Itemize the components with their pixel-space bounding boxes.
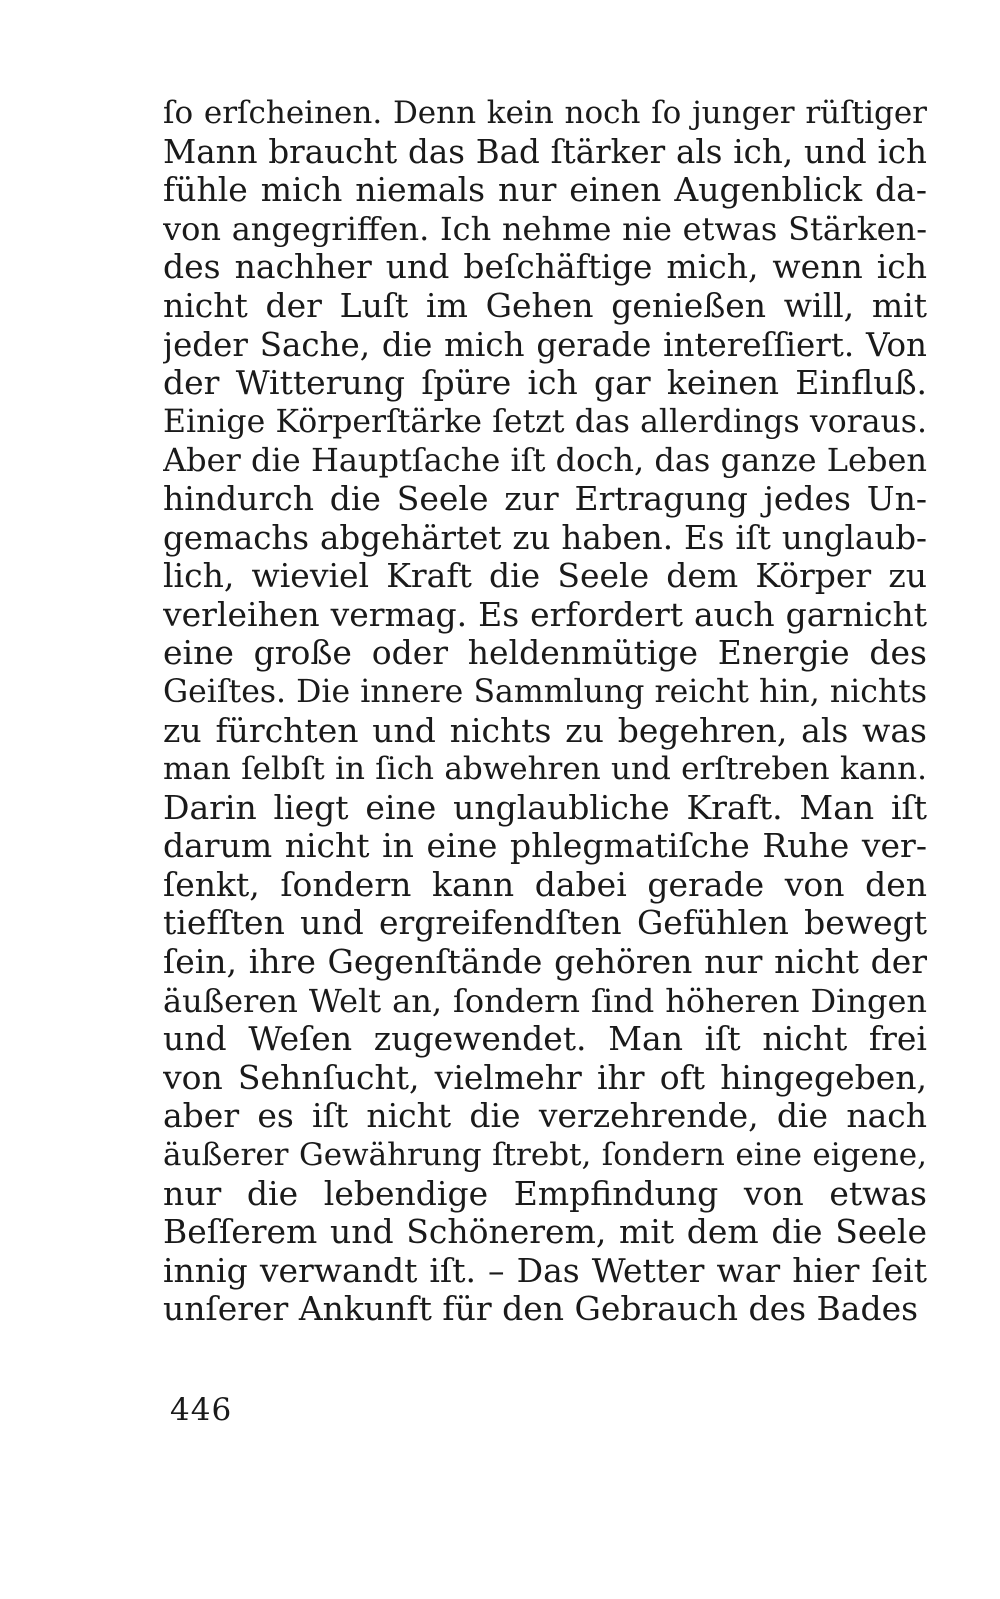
- page-number: 446: [170, 1392, 233, 1428]
- text-line: Darin liegt eine unglaubliche Kraft. Man iſt: [163, 788, 927, 827]
- text-line: lich, wieviel Kraft die Seele dem Körper zu: [163, 557, 927, 596]
- text-line: aber es iſt nicht die verzehrende, die nach: [163, 1097, 927, 1136]
- text-line: Mann braucht das Bad ſtärker als ich, und ich: [163, 132, 927, 171]
- text-line: tiefſten und ergreifendſten Gefühlen bewegt: [163, 904, 927, 943]
- text-line: verleihen vermag. Es erfordert auch garnicht: [163, 595, 927, 634]
- text-line: des nachher und beſchäftige mich, wenn ich: [163, 248, 927, 287]
- text-line: Geiſtes. Die innere Sammlung reicht hin, nichts: [163, 673, 927, 710]
- text-line: unſerer Ankunft für den Gebrauch des Bades: [163, 1290, 919, 1329]
- text-line: innig verwandt iſt. – Das Wetter war hier ſeit: [163, 1251, 927, 1290]
- text-line: Aber die Hauptſache iſt doch, das ganze Leben: [163, 441, 927, 480]
- text-line: von Sehnſucht, vielmehr ihr oft hingegeben,: [163, 1058, 927, 1097]
- text-line: nicht der Luſt im Gehen genießen will, mit: [163, 286, 927, 325]
- text-line: jeder Sache, die mich gerade intereſſiert. Von: [163, 325, 927, 364]
- text-line: von angegriffen. Ich nehme nie etwas Stärken-: [163, 209, 927, 248]
- text-line: man ſelbſt in ſich abwehren und erſtreben kann.: [163, 751, 927, 788]
- body-text: [163, 94, 927, 1329]
- text-line: darum nicht in eine phlegmatiſche Ruhe ver-: [163, 827, 927, 866]
- text-line: ſenkt, ſondern kann dabei gerade von den: [163, 865, 927, 904]
- text-line: ſein, ihre Gegenſtände gehören nur nicht der: [163, 943, 927, 982]
- text-line: hindurch die Seele zur Ertragung jedes Un-: [163, 479, 927, 518]
- text-line: eine große oder heldenmütige Energie des: [163, 634, 927, 673]
- text-line: fühle mich niemals nur einen Augenblick da-: [163, 171, 927, 210]
- text-line: zu fürchten und nichts zu begehren, als was: [163, 711, 927, 750]
- text-line: äußeren Welt an, ſondern ſind höheren Dingen: [163, 981, 927, 1020]
- text-line: äußerer Gewährung ſtrebt, ſondern eine eigene,: [163, 1137, 927, 1174]
- text-line: Einige Körperſtärke ſetzt das allerdings voraus.: [163, 403, 927, 440]
- text-line: ſo erſcheinen. Denn kein noch ſo junger rüſtiger: [163, 95, 927, 131]
- text-line: der Witterung ſpüre ich gar keinen Einfluß.: [163, 364, 927, 403]
- text-line: Beſſerem und Schönerem, mit dem die Seele: [163, 1213, 927, 1252]
- text-line: gemachs abgehärtet zu haben. Es iſt unglaub-: [163, 518, 927, 557]
- text-line: nur die lebendige Empfindung von etwas: [163, 1174, 927, 1213]
- text-line: und Weſen zugewendet. Man iſt nicht frei: [163, 1020, 927, 1059]
